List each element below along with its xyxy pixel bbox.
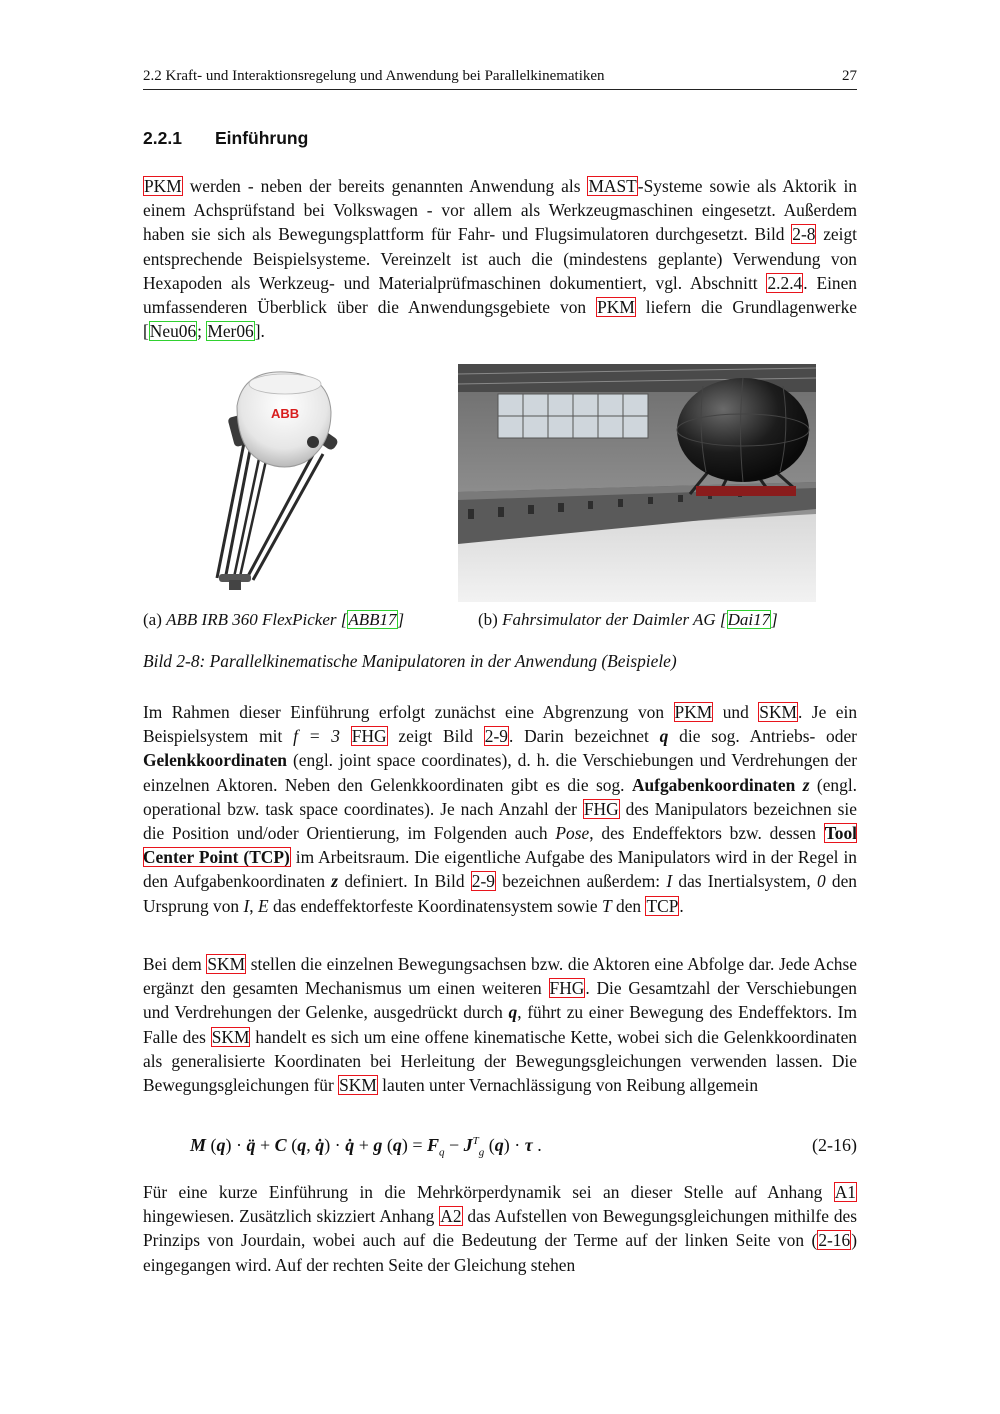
section-title: Einführung bbox=[215, 128, 309, 148]
math: T bbox=[472, 1135, 479, 1147]
text: (b) bbox=[478, 610, 503, 629]
citation-link[interactable]: Mer06 bbox=[207, 321, 254, 342]
text: Für eine kurze Einführung in die Mehrkörperdynamik sei an dieser Stelle auf Anhang bbox=[143, 1182, 834, 1202]
text: zeigt Bild bbox=[387, 726, 484, 747]
math: ) = bbox=[401, 1135, 427, 1155]
math: ( bbox=[286, 1135, 298, 1155]
math: I bbox=[666, 871, 673, 892]
text: (engl. joint space coordinates), d. h. die Verschiebungen und Verdrehungen der einzelnen Aktoren. Neben den Gelenkkoordinaten gibt es die sog. bbox=[143, 750, 857, 795]
math: J bbox=[463, 1135, 473, 1155]
math: q bbox=[439, 1146, 445, 1159]
acronym-link-tcp[interactable]: TCP bbox=[646, 895, 679, 916]
text: ; bbox=[197, 321, 207, 342]
equation-number: (2-16) bbox=[812, 1135, 857, 1155]
math: T bbox=[602, 895, 612, 916]
math: − bbox=[444, 1135, 464, 1155]
text: stellen die einzelnen Bewegungsachsen bzw. die Aktoren eine Abfolge dar. Jede Achse ergänzt den gesamten Mechanismus um einen weiteren bbox=[143, 954, 857, 999]
text: Im Rahmen dieser Einführung erfolgt zunächst eine Abgrenzung von bbox=[143, 702, 674, 722]
text: das Aufstellen von Bewegungsgleichungen mithilfe des Prinzips von Jourdain, wobei auch auf die Bedeutung der Terme auf der linken Seite von ( bbox=[143, 1206, 858, 1251]
math: ( bbox=[206, 1135, 217, 1155]
page-number: 27 bbox=[842, 68, 857, 84]
math: M bbox=[190, 1135, 207, 1155]
math: q bbox=[392, 1135, 402, 1155]
text: das endeffektorfeste Koordinatensystem sowie bbox=[268, 895, 602, 916]
math: C bbox=[274, 1135, 287, 1155]
math: q bbox=[659, 726, 669, 747]
acronym-link-skm[interactable]: SKM bbox=[339, 1075, 377, 1096]
text: . Darin bezeichnet bbox=[508, 726, 660, 747]
text: hingewiesen. Zusätzlich skizziert Anhang bbox=[143, 1206, 440, 1227]
text: den bbox=[611, 895, 646, 916]
acronym-link-tcp[interactable]: Tool Center Point (TCP) bbox=[143, 823, 857, 868]
text: ABB IRB 360 FlexPicker [ bbox=[166, 610, 348, 629]
figure-ref-link[interactable]: 2-8 bbox=[792, 224, 816, 245]
math: g bbox=[478, 1146, 485, 1159]
header-title: 2.2 Kraft- und Interaktionsregelung und Anwendung bei Parallelkinematiken bbox=[143, 68, 605, 84]
term: Gelenkkoordinaten bbox=[143, 750, 287, 771]
text: im Arbeitsraum. Die eigentliche Aufgabe des Manipulators wird in der Regel in den Aufgabenkoordinaten bbox=[143, 847, 857, 892]
running-header bbox=[143, 68, 857, 90]
math: ) · bbox=[225, 1135, 247, 1155]
math: g bbox=[373, 1135, 383, 1155]
acronym-link-pkm[interactable]: PKM bbox=[674, 702, 713, 722]
text: ] bbox=[397, 610, 405, 629]
delta-robot-image bbox=[205, 366, 345, 598]
citation-link[interactable]: ABB17 bbox=[348, 610, 397, 629]
text: . Die Gesamtzahl der Verschiebungen und Verdrehungen der Gelenke, ausgedrückt durch bbox=[143, 978, 857, 1023]
text: Bei dem bbox=[143, 954, 207, 974]
figure-ref-link[interactable]: 2-9 bbox=[484, 726, 508, 747]
paragraph-appendix bbox=[143, 1180, 857, 1277]
acronym-link-mast[interactable]: MAST bbox=[588, 176, 637, 196]
math: + bbox=[354, 1135, 374, 1155]
math: q̈ bbox=[246, 1135, 256, 1155]
paragraph-coordinates bbox=[143, 700, 857, 918]
text: den Ursprung von bbox=[143, 871, 858, 916]
text bbox=[340, 726, 351, 746]
equation-body bbox=[190, 1135, 542, 1159]
paragraph-skm bbox=[143, 952, 857, 1097]
text: . Einen umfassenderen Überblick über die Anwendungsgebiete von bbox=[143, 272, 858, 318]
math: F bbox=[427, 1135, 440, 1155]
text bbox=[795, 775, 802, 795]
math: q̇ bbox=[315, 1135, 325, 1155]
acronym-link-pkm[interactable]: PKM bbox=[597, 297, 635, 318]
figure-ref-link[interactable]: 2-9 bbox=[471, 871, 495, 892]
math: q bbox=[508, 1002, 518, 1023]
text: ] bbox=[771, 610, 778, 629]
math: 0 bbox=[816, 871, 826, 892]
text: und bbox=[713, 702, 759, 722]
section-number: 2.2.1 bbox=[143, 128, 182, 148]
math: q bbox=[494, 1135, 504, 1155]
text: : Parallelkinematische Manipulatoren in der Anwendung (Beispiele) bbox=[199, 651, 677, 671]
citation-link[interactable]: Dai17 bbox=[727, 610, 771, 629]
text: des Manipulators bezeichnen sie die Position und/oder Orientierung, im Folgenden auch bbox=[143, 798, 857, 844]
text: das Inertialsystem, bbox=[672, 871, 817, 892]
math: ) · bbox=[503, 1135, 525, 1155]
text: -Systeme sowie als Aktorik in einem Achsprüfstand bei Volkswagen - vor allem als Werkzeugmaschinen eingesetzt. Außerdem haben sie sich als Bewegungsplattform für Fahr- und Flugsimulatoren durchgesetzt. Bild bbox=[143, 176, 857, 245]
text: ) eingegangen wird. Auf der rechten Seite der Gleichung stehen bbox=[143, 1230, 857, 1275]
math: , bbox=[306, 1135, 316, 1155]
acronym-link-skm[interactable]: SKM bbox=[759, 702, 797, 722]
text: Fahrsimulator der Daimler AG [ bbox=[502, 610, 727, 629]
text: (engl. operational bzw. task space coordinates). Je nach Anzahl der bbox=[143, 774, 857, 819]
paragraph-intro bbox=[143, 174, 857, 343]
math: . bbox=[532, 1135, 542, 1155]
math: q bbox=[216, 1135, 226, 1155]
math: + bbox=[255, 1135, 275, 1155]
math: z bbox=[802, 774, 810, 795]
acronym-link-skm[interactable]: SKM bbox=[207, 954, 246, 974]
equation-ref-link[interactable]: 2-16 bbox=[818, 1230, 851, 1251]
equation-2-16 bbox=[190, 1135, 857, 1159]
subcaption-a bbox=[143, 610, 404, 630]
math: q bbox=[297, 1135, 307, 1155]
text: bezeichnen außerdem: bbox=[495, 871, 667, 892]
text: handelt es sich um eine offene kinematische Kette, wobei sich die Gelenkkoordinaten als generalisierte Koordinaten bei Herleitung der Bewegungsgleichungen verwenden lassen. Die Bewegungsgleichungen für bbox=[143, 1026, 857, 1096]
acronym-link-pkm[interactable]: PKM bbox=[144, 176, 182, 196]
term: Pose bbox=[555, 823, 590, 844]
acronym-link-fhg[interactable]: FHG bbox=[351, 726, 387, 747]
text: , führt zu einer Bewegung des Endeffektors. Im Falle des bbox=[143, 1002, 857, 1047]
math: τ bbox=[524, 1135, 533, 1155]
section-ref-link[interactable]: 2.2.4 bbox=[767, 272, 803, 293]
math: I bbox=[243, 895, 250, 916]
text: , bbox=[249, 895, 258, 916]
text: die sog. Antriebs- oder bbox=[668, 726, 857, 747]
acronym-link-fhg[interactable]: FHG bbox=[549, 978, 585, 999]
text: liefern die Grundlagenwerke [ bbox=[143, 297, 857, 342]
abb-logo: ABB bbox=[271, 406, 300, 421]
driving-simulator-image bbox=[458, 364, 816, 602]
text: zeigt entsprechende Beispielsysteme. Vereinzelt ist auch die (mindestens geplante) Verwendung von Hexapoden als Werkzeug- und Materialprüfmaschinen dokumentiert, vgl. Abschnitt bbox=[143, 224, 857, 293]
math: ) · bbox=[324, 1135, 346, 1155]
term: Aufgabenkoordinaten bbox=[631, 774, 796, 795]
math: q̇ bbox=[345, 1135, 355, 1155]
subcaption-b bbox=[478, 610, 778, 630]
appendix-link-a2[interactable]: A2 bbox=[440, 1206, 462, 1227]
text: ]. bbox=[254, 321, 265, 342]
figure-label: Bild 2-8 bbox=[143, 651, 200, 671]
figure-caption bbox=[143, 651, 677, 672]
text: . Je ein Beispielsystem mit bbox=[143, 702, 858, 747]
acronym-link-skm[interactable]: SKM bbox=[211, 1026, 250, 1047]
citation-link[interactable]: Neu06 bbox=[149, 321, 197, 342]
section-heading bbox=[143, 128, 308, 149]
math: f = 3 bbox=[293, 726, 340, 747]
acronym-link-fhg[interactable]: FHG bbox=[583, 798, 619, 819]
math: ( bbox=[382, 1135, 393, 1155]
text: , des Endeffektors bzw. dessen bbox=[589, 823, 824, 844]
math: ( bbox=[484, 1135, 495, 1155]
text: . bbox=[679, 895, 684, 916]
math: z bbox=[331, 871, 339, 892]
text: lauten unter Vernachlässigung von Reibung allgemein bbox=[377, 1075, 759, 1096]
text: (a) bbox=[143, 610, 167, 629]
text: werden - neben der bereits genannten Anwendung als bbox=[182, 176, 588, 196]
math: E bbox=[257, 895, 269, 916]
text: definiert. In Bild bbox=[338, 871, 471, 892]
appendix-link-a1[interactable]: A1 bbox=[834, 1182, 856, 1202]
